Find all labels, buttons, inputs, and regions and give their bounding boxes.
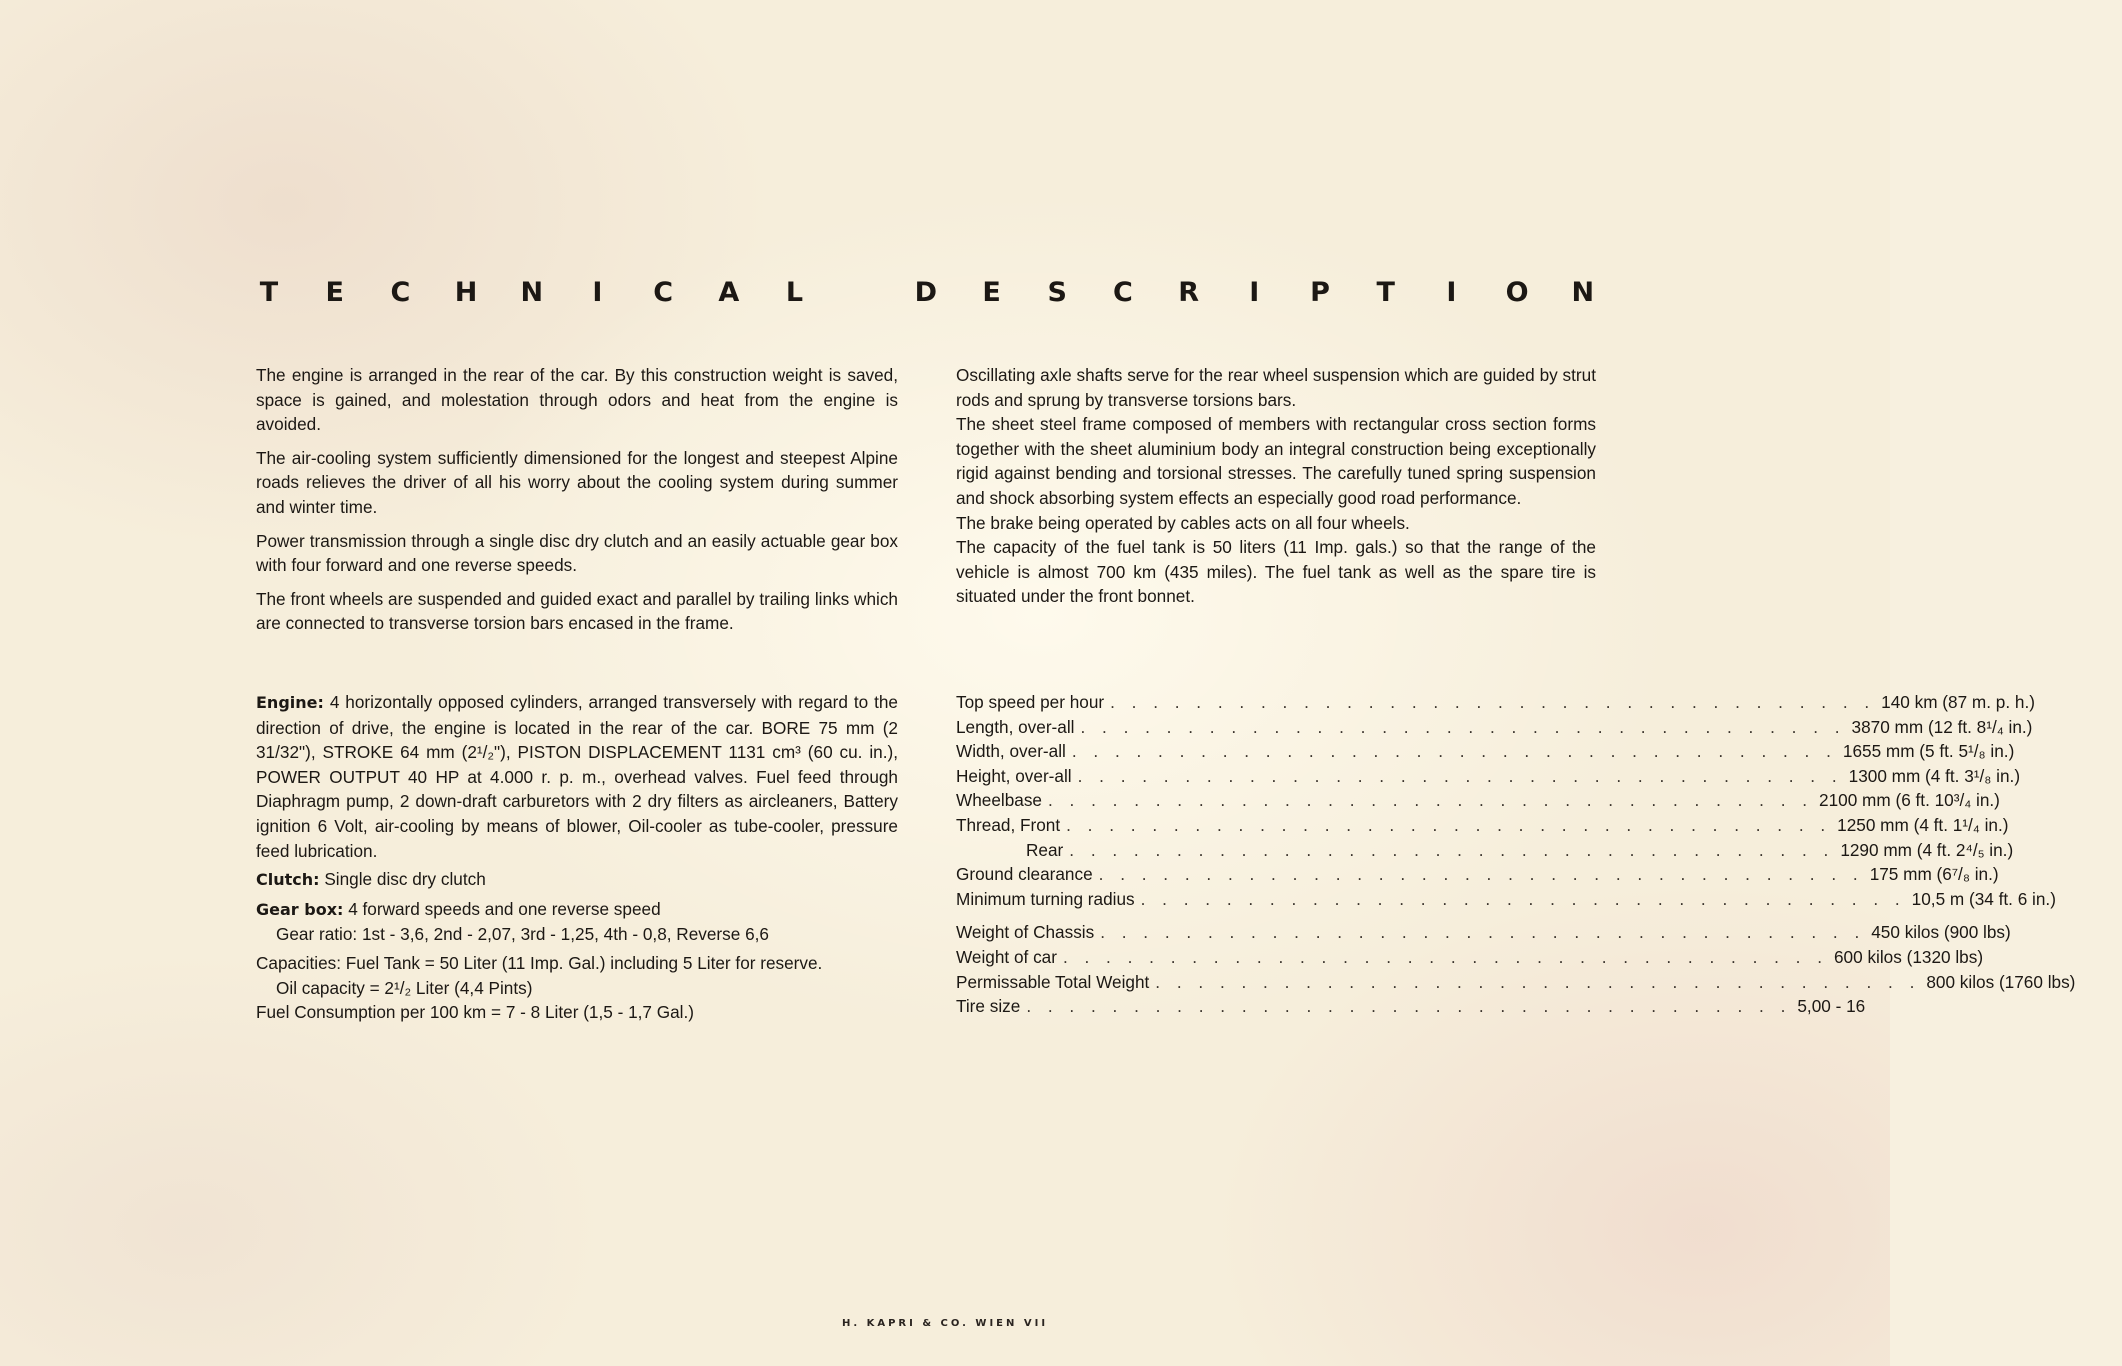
spec-value: 1250 mm (4 ft. 1¹/₄ in.) xyxy=(1837,814,2009,835)
spec-value: 1290 mm (4 ft. 2⁴/₅ in.) xyxy=(1840,839,2014,860)
capacities: Capacities: Fuel Tank = 50 Liter (11 Imp. Gal.) including 5 Liter for reserve. xyxy=(256,952,823,973)
intro-paragraph: The brake being operated by cables acts on all four wheels. xyxy=(956,512,1410,533)
title-letter: D xyxy=(914,276,938,308)
spec-row xyxy=(956,994,1866,1019)
intro-paragraph: The engine is arranged in the rear of the car. By this construction weight is saved, space is gained, and molestation through odors and heat from the engine is avoided. xyxy=(256,365,898,435)
title-letter: N xyxy=(1571,276,1595,308)
intro-paragraph: Power transmission through a single disc dry clutch and an easily actuable gear box with four forward and one reverse speeds. xyxy=(256,530,898,576)
title-letter: C xyxy=(1113,276,1133,308)
spec-label: Wheelbase xyxy=(956,790,1042,811)
title-letter: C xyxy=(390,276,411,308)
dot-leader: . . . . . . . . . . . . . . . . . . . . . . . . . . . . . . . . . . . . xyxy=(1069,839,1835,860)
spec-row xyxy=(956,887,2056,912)
spec-value: 450 kilos (900 lbs) xyxy=(1871,922,2011,943)
spec-label: Length, over-all xyxy=(956,716,1075,737)
dot-leader: . . . . . . . . . . . . . . . . . . . . . . . . . . . . . . . . . . . . xyxy=(1098,864,1864,885)
dot-leader: . . . . . . . . . . . . . . . . . . . . . . . . . . . . . . . . . . . . xyxy=(1026,996,1792,1017)
dot-leader: . . . . . . . . . . . . . . . . . . . . . . . . . . . . . . . . . . . . xyxy=(1066,814,1832,835)
engine-label: Engine: xyxy=(256,693,324,712)
spec-label: Minimum turning radius xyxy=(956,888,1135,909)
intro-paragraph: The front wheels are suspended and guided exact and parallel by trailing links which are connected to transverse torsion bars encased in the frame. xyxy=(256,588,898,634)
fuel-consumption: Fuel Consumption per 100 km = 7 - 8 Liter (1,5 - 1,7 Gal.) xyxy=(256,1002,695,1023)
spec-value: 2100 mm (6 ft. 10³/₄ in.) xyxy=(1819,790,2000,811)
spec-label: Ground clearance xyxy=(956,864,1093,885)
intro-paragraph: The sheet steel frame composed of members with rectangular cross section forms together with the sheet aluminium body an integral construction being exceptionally rigid against bending and torsional stresses. The carefully tuned spring suspension and shock absorbing system effects an especially good road performance. xyxy=(956,414,1596,508)
title-letter: C xyxy=(653,276,674,308)
oil-capacity: Oil capacity = 2¹/₂ Liter (4,4 Pints) xyxy=(276,977,533,998)
dot-leader: . . . . . . . . . . . . . . . . . . . . . . . . . . . . . . . . . . . . xyxy=(1155,971,1921,992)
spec-row xyxy=(956,920,2011,945)
spec-label: Weight of car xyxy=(956,946,1057,967)
spec-value: 600 kilos (1320 lbs) xyxy=(1834,946,1984,967)
title-letter: P xyxy=(1310,276,1330,308)
gear-ratio: Gear ratio: 1st - 3,6, 2nd - 2,07, 3rd - 1,25, 4th - 0,8, Reverse 6,6 xyxy=(276,924,769,945)
title-letter: E xyxy=(325,276,344,308)
engine-text: 4 horizontally opposed cylinders, arranged transversely with regard to the direction of drive, the engine is located in the rear of the car. BORE 75 mm (2 31/32"), STROKE 64 mm (2¹/₂"), PISTON DISPLACEMENT 1131 cm³ (60 cu. in.), POWER OUTPUT 40 HP at 4.000 r. p. m., overhead valves. Fuel feed through Diaphragm pump, 2 down-draft carburetors with 2 dry filters as aircleaners, Battery ignition 6 Volt, air-cooling by means of blower, Oil-cooler as tube-cooler, pressure feed lubrication. xyxy=(256,692,898,861)
spec-row xyxy=(956,838,2014,863)
engine-spec xyxy=(256,690,898,863)
title-letter: T xyxy=(1376,276,1395,308)
title-letter: O xyxy=(1505,276,1529,308)
clutch-text: Single disc dry clutch xyxy=(324,869,486,890)
spec-label: Height, over-all xyxy=(956,765,1072,786)
dot-leader: . . . . . . . . . . . . . . . . . . . . . . . . . . . . . . . . . . . . xyxy=(1077,765,1843,786)
spec-label: Thread, Front xyxy=(956,814,1061,835)
dot-leader: . . . . . . . . . . . . . . . . . . . . . . . . . . . . . . . . . . . . xyxy=(1100,922,1866,943)
title-letter: H xyxy=(454,276,478,308)
page-title xyxy=(256,272,1596,312)
dot-leader: . . . . . . . . . . . . . . . . . . . . . . . . . . . . . . . . . . . . xyxy=(1071,741,1837,762)
title-letter: N xyxy=(520,276,544,308)
spec-value: 175 mm (6⁷/₈ in.) xyxy=(1869,864,1999,885)
spec-value: 3870 mm (12 ft. 8¹/₄ in.) xyxy=(1851,716,2033,737)
spec-row xyxy=(956,945,1984,970)
title-letter: T xyxy=(259,276,279,308)
spec-row xyxy=(956,715,2033,740)
dot-leader: . . . . . . . . . . . . . . . . . . . . . . . . . . . . . . . . . . . . xyxy=(1110,692,1876,712)
intro-paragraph: Oscillating axle shafts serve for the rear wheel suspension which are guided by strut rods and sprung by transverse torsions bars. xyxy=(956,365,1596,410)
specs-table xyxy=(956,690,2076,1019)
spec-row xyxy=(956,690,2035,715)
intro-left-column xyxy=(256,363,898,645)
dot-leader: . . . . . . . . . . . . . . . . . . . . . . . . . . . . . . . . . . . . xyxy=(1062,946,1828,967)
spec-label: Top speed per hour xyxy=(956,692,1105,712)
dot-leader: . . . . . . . . . . . . . . . . . . . . . . . . . . . . . . . . . . . . xyxy=(1080,716,1846,737)
gearbox-spec xyxy=(256,897,898,923)
gearbox-text: 4 forward speeds and one reverse speed xyxy=(348,898,661,919)
spec-label: Permissable Total Weight xyxy=(956,971,1150,992)
spec-row xyxy=(956,970,2076,995)
title-letter: S xyxy=(1047,276,1067,308)
dot-leader: . . . . . . . . . . . . . . . . . . . . . . . . . . . . . . . . . . . . xyxy=(1048,790,1814,811)
title-letter: I xyxy=(592,276,603,308)
spec-row xyxy=(956,813,2009,838)
clutch-label: Clutch: xyxy=(256,870,320,890)
spec-value: 1300 mm (4 ft. 3¹/₈ in.) xyxy=(1848,765,2021,786)
gearbox-label: Gear box: xyxy=(256,899,344,919)
spec-row xyxy=(956,862,1999,887)
spec-value: 140 km (87 m. p. h.) xyxy=(1881,692,2035,712)
specs-left-column xyxy=(256,690,898,1025)
title-letter: R xyxy=(1178,276,1200,308)
spec-label: Weight of Chassis xyxy=(956,922,1095,943)
intro-paragraph: The air-cooling system sufficiently dimensioned for the longest and steepest Alpine roads relieves the driver of all his worry about the cooling system during summer and winter time. xyxy=(256,447,898,517)
spec-value: 800 kilos (1760 lbs) xyxy=(1926,971,2076,992)
printer-footer: H. KAPRI & CO. WIEN VII xyxy=(841,1318,1049,1329)
title-letter: I xyxy=(1249,276,1260,308)
spec-label: Width, over-all xyxy=(956,741,1066,762)
spec-value: 1655 mm (5 ft. 5¹/₈ in.) xyxy=(1842,741,2015,762)
intro-paragraph: The capacity of the fuel tank is 50 liters (11 Imp. gals.) so that the range of the vehicle is almost 700 km (435 miles). The fuel tank as well as the spare tire is situated under the front bonnet. xyxy=(956,537,1596,607)
clutch-spec xyxy=(256,867,898,893)
spec-value: 10,5 m (34 ft. 6 in.) xyxy=(1911,888,2056,909)
title-letter: A xyxy=(718,276,740,308)
spec-label: Tire size xyxy=(956,996,1021,1017)
title-letter: I xyxy=(1446,276,1457,308)
title-letter: E xyxy=(982,276,1001,308)
spec-row xyxy=(956,764,2021,789)
spec-value: 5,00 - 16 xyxy=(1797,996,1866,1017)
spec-label: Rear xyxy=(1026,839,1064,860)
spec-row xyxy=(956,788,2000,813)
dot-leader: . . . . . . . . . . . . . . . . . . . . . . . . . . . . . . . . . . . . xyxy=(1140,888,1906,909)
title-letter: L xyxy=(785,276,804,308)
spec-row xyxy=(956,739,2015,764)
intro-right-column xyxy=(956,363,1596,609)
